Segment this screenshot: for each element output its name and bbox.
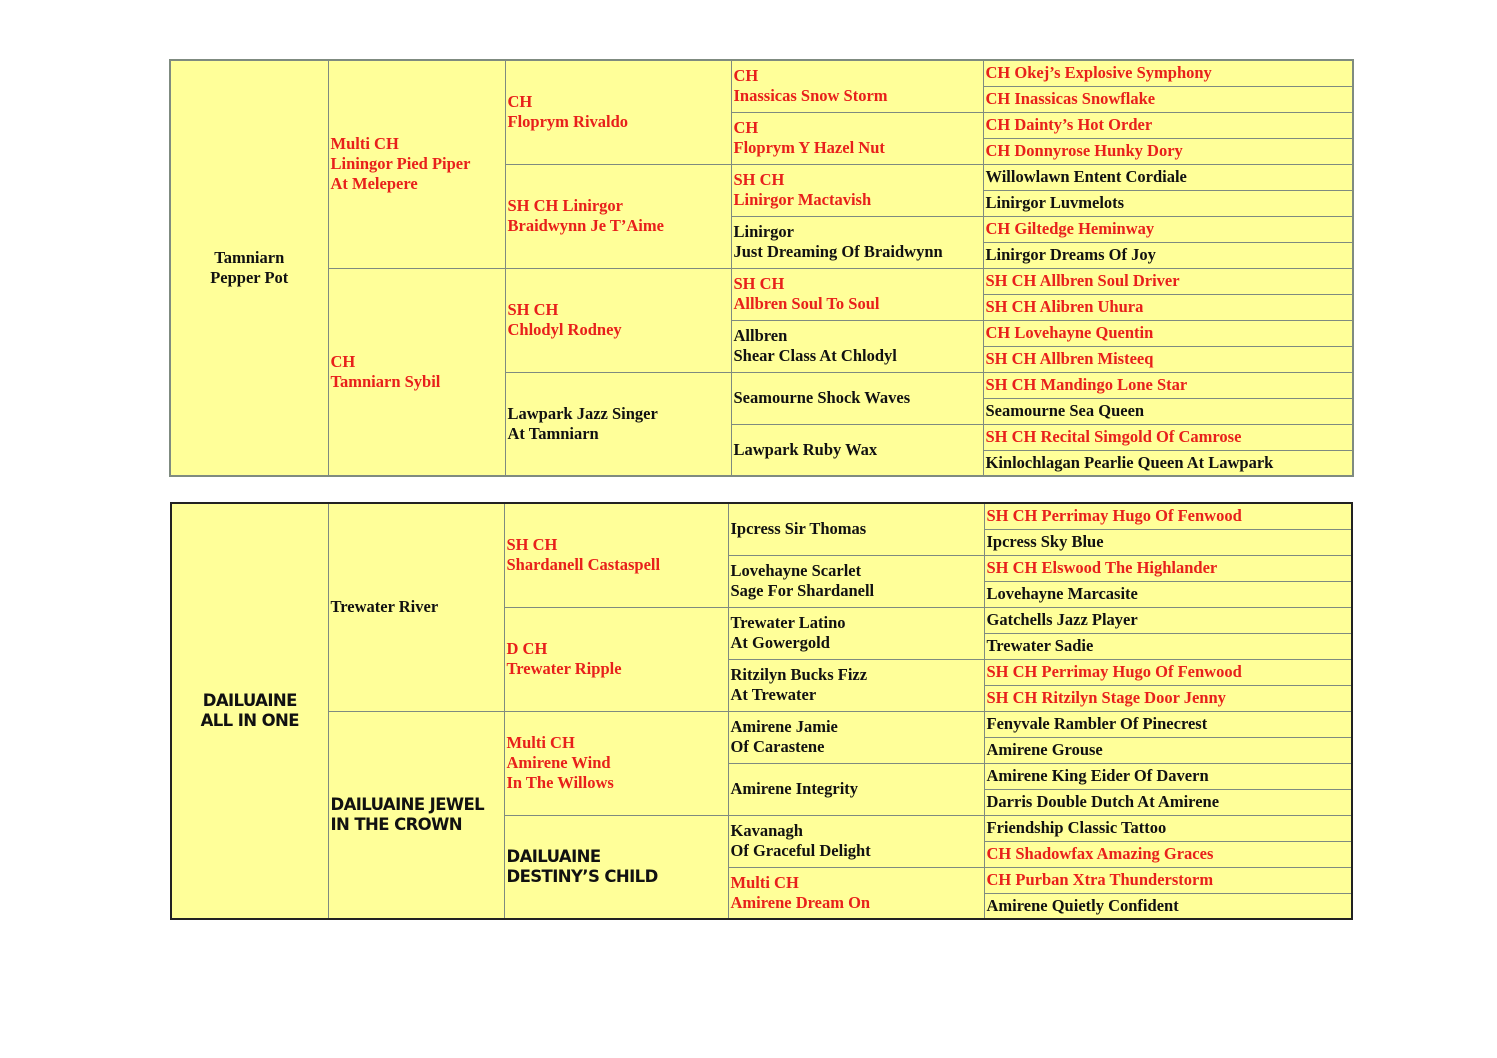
- great-great-grandparent-cell: SH CH Allbren Misteeq: [983, 346, 1353, 372]
- great-great-grandparent-cell: SH CH Ritzilyn Stage Door Jenny: [984, 685, 1352, 711]
- grandparent-cell-line: Braidwynn Je T’Aime: [507, 216, 664, 235]
- great-great-grandparent-cell: Amirene Quietly Confident: [984, 893, 1352, 919]
- subject-cell: [170, 60, 328, 476]
- grandparent-cell: [505, 164, 731, 268]
- great-great-grandparent-cell: SH CH Perrimay Hugo Of Fenwood: [984, 503, 1352, 529]
- great-grandparent-cell: [728, 711, 984, 763]
- great-grandparent-cell-line: CH: [733, 66, 759, 86]
- great-grandparent-cell: [728, 555, 984, 607]
- great-great-grandparent-cell: SH CH Mandingo Lone Star: [983, 372, 1353, 398]
- great-great-grandparent-cell: CH Dainty’s Hot Order: [983, 112, 1353, 138]
- grandparent-cell-line: SH CH: [506, 535, 558, 555]
- grandparent-cell-line: DAILUAINE: [506, 846, 601, 866]
- great-grandparent-cell: [731, 216, 983, 268]
- great-grandparent-cell-line: Of Carastene: [730, 737, 825, 756]
- great-grandparent-cell-line: Of Graceful Delight: [730, 841, 871, 860]
- great-great-grandparent-cell: CH Lovehayne Quentin: [983, 320, 1353, 346]
- grandparent-cell-line: Trewater Ripple: [506, 659, 622, 678]
- grandparent-cell-line: CH: [507, 92, 533, 112]
- subject-cell-line: Pepper Pot: [210, 268, 289, 287]
- parent-cell-line: At Melepere: [330, 174, 418, 194]
- great-great-grandparent-cell: Amirene King Eider Of Davern: [984, 763, 1352, 789]
- great-great-grandparent-cell: SH CH Elswood The Highlander: [984, 555, 1352, 581]
- great-grandparent-cell: [731, 268, 983, 320]
- great-grandparent-cell-line: Seamourne Shock Waves: [733, 388, 911, 407]
- pedigree-row: [170, 268, 1353, 294]
- great-great-grandparent-cell: CH Okej’s Explosive Symphony: [983, 60, 1353, 86]
- great-great-grandparent-cell: Lovehayne Marcasite: [984, 581, 1352, 607]
- great-grandparent-cell: [731, 320, 983, 372]
- grandparent-cell-line: At Tamniarn: [507, 423, 599, 443]
- great-grandparent-cell-line: Amirene Jamie: [730, 717, 838, 736]
- great-grandparent-cell-line: Multi CH: [730, 872, 799, 892]
- great-great-grandparent-cell: Linirgor Luvmelots: [983, 190, 1353, 216]
- pedigree-row: [171, 711, 1352, 737]
- parent-cell: [328, 268, 505, 476]
- great-great-grandparent-cell: Gatchells Jazz Player: [984, 607, 1352, 633]
- subject-cell-line: Tamniarn: [214, 248, 285, 267]
- great-great-grandparent-cell: Trewater Sadie: [984, 633, 1352, 659]
- great-grandparent-cell-line: At Gowergold: [730, 633, 830, 652]
- great-grandparent-cell: [731, 112, 983, 164]
- great-great-grandparent-cell: Kinlochlagan Pearlie Queen At Lawpark: [983, 450, 1353, 476]
- great-great-grandparent-cell: Linirgor Dreams Of Joy: [983, 242, 1353, 268]
- grandparent-cell-line: Floprym Rivaldo: [507, 112, 629, 132]
- great-great-grandparent-cell: CH Inassicas Snowflake: [983, 86, 1353, 112]
- great-grandparent-cell: [731, 60, 983, 112]
- grandparent-cell: [504, 503, 728, 607]
- great-grandparent-cell-line: Kavanagh: [730, 821, 803, 840]
- great-grandparent-cell-line: Lawpark Ruby Wax: [733, 439, 878, 459]
- great-grandparent-cell-line: Shear Class At Chlodyl: [733, 346, 897, 365]
- grandparent-cell: [504, 815, 728, 919]
- grandparent-cell-line: Multi CH: [506, 733, 575, 752]
- great-grandparent-cell-line: Amirene Dream On: [730, 892, 871, 912]
- great-great-grandparent-cell: SH CH Perrimay Hugo Of Fenwood: [984, 659, 1352, 685]
- grandparent-cell-line: Lawpark Jazz Singer: [507, 403, 658, 423]
- grandparent-cell: [504, 711, 728, 815]
- great-great-grandparent-cell: CH Purban Xtra Thunderstorm: [984, 867, 1352, 893]
- great-grandparent-cell-line: Linirgor Mactavish: [733, 190, 872, 209]
- grandparent-cell-line: DESTINY’S CHILD: [506, 866, 658, 886]
- great-grandparent-cell-line: Lovehayne Scarlet: [730, 561, 862, 580]
- pedigree-row: [171, 503, 1352, 529]
- great-great-grandparent-cell: Ipcress Sky Blue: [984, 529, 1352, 555]
- parent-cell-line: Trewater River: [330, 597, 439, 617]
- great-grandparent-cell-line: Amirene Integrity: [730, 779, 859, 798]
- great-great-grandparent-cell: Willowlawn Entent Cordiale: [983, 164, 1353, 190]
- parent-cell-line: DAILUAINE JEWEL: [330, 794, 485, 814]
- grandparent-cell-line: SH CH: [507, 300, 559, 319]
- great-grandparent-cell-line: SH CH: [733, 274, 785, 293]
- parent-cell: [328, 503, 504, 711]
- great-great-grandparent-cell: SH CH Alibren Uhura: [983, 294, 1353, 320]
- great-grandparent-cell: [728, 659, 984, 711]
- great-grandparent-cell-line: Just Dreaming Of Braidwynn: [733, 242, 943, 261]
- subject-cell-line: DAILUAINE: [202, 691, 297, 710]
- grandparent-cell-line: Chlodyl Rodney: [507, 320, 622, 339]
- pedigree-row: [170, 60, 1353, 86]
- parent-cell: [328, 60, 505, 268]
- great-grandparent-cell-line: Sage For Shardanell: [730, 581, 875, 600]
- pedigree-table-1: [169, 59, 1354, 477]
- great-grandparent-cell: [731, 424, 983, 476]
- great-grandparent-cell-line: Allbren: [733, 326, 788, 345]
- great-great-grandparent-cell: Seamourne Sea Queen: [983, 398, 1353, 424]
- grandparent-cell: [505, 60, 731, 164]
- great-grandparent-cell-line: Ipcress Sir Thomas: [730, 519, 867, 539]
- great-grandparent-cell-line: SH CH: [733, 170, 785, 189]
- grandparent-cell: [505, 372, 731, 476]
- great-grandparent-cell: [728, 503, 984, 555]
- great-grandparent-cell-line: Allbren Soul To Soul: [733, 294, 880, 313]
- great-grandparent-cell: [728, 867, 984, 919]
- great-great-grandparent-cell: Amirene Grouse: [984, 737, 1352, 763]
- great-great-grandparent-cell: CH Giltedge Heminway: [983, 216, 1353, 242]
- great-grandparent-cell-line: Linirgor: [733, 222, 794, 241]
- great-great-grandparent-cell: SH CH Recital Simgold Of Camrose: [983, 424, 1353, 450]
- parent-cell-line: Tamniarn Sybil: [330, 371, 441, 391]
- great-grandparent-cell-line: Inassicas Snow Storm: [733, 86, 888, 106]
- parent-cell-line: Multi CH: [330, 134, 399, 154]
- great-grandparent-cell: [731, 164, 983, 216]
- great-grandparent-cell-line: Trewater Latino: [730, 613, 846, 632]
- great-great-grandparent-cell: Darris Double Dutch At Amirene: [984, 789, 1352, 815]
- parent-cell-line: Liningor Pied Piper: [330, 154, 471, 174]
- grandparent-cell-line: Amirene Wind: [506, 753, 611, 772]
- great-grandparent-cell: [728, 607, 984, 659]
- subject-cell-line: ALL IN ONE: [200, 711, 299, 730]
- grandparent-cell: [504, 607, 728, 711]
- great-grandparent-cell-line: Ritzilyn Bucks Fizz: [730, 665, 868, 684]
- great-great-grandparent-cell: CH Donnyrose Hunky Dory: [983, 138, 1353, 164]
- grandparent-cell-line: Shardanell Castaspell: [506, 555, 661, 575]
- great-great-grandparent-cell: CH Shadowfax Amazing Graces: [984, 841, 1352, 867]
- great-grandparent-cell-line: At Trewater: [730, 685, 817, 704]
- great-grandparent-cell-line: Floprym Y Hazel Nut: [733, 138, 885, 157]
- grandparent-cell: [505, 268, 731, 372]
- great-grandparent-cell: [728, 815, 984, 867]
- great-great-grandparent-cell: Friendship Classic Tattoo: [984, 815, 1352, 841]
- parent-cell-line: CH: [330, 351, 356, 371]
- parent-cell-line: IN THE CROWN: [330, 814, 462, 834]
- great-great-grandparent-cell: Fenyvale Rambler Of Pinecrest: [984, 711, 1352, 737]
- grandparent-cell-line: D CH: [506, 639, 548, 658]
- great-grandparent-cell: [728, 763, 984, 815]
- pedigree-table-2: [170, 502, 1353, 920]
- subject-cell: [171, 503, 328, 919]
- great-grandparent-cell-line: CH: [733, 118, 759, 137]
- great-grandparent-cell: [731, 372, 983, 424]
- parent-cell: [328, 711, 504, 919]
- grandparent-cell-line: SH CH Linirgor: [507, 196, 624, 215]
- grandparent-cell-line: In The Willows: [506, 773, 614, 792]
- great-great-grandparent-cell: SH CH Allbren Soul Driver: [983, 268, 1353, 294]
